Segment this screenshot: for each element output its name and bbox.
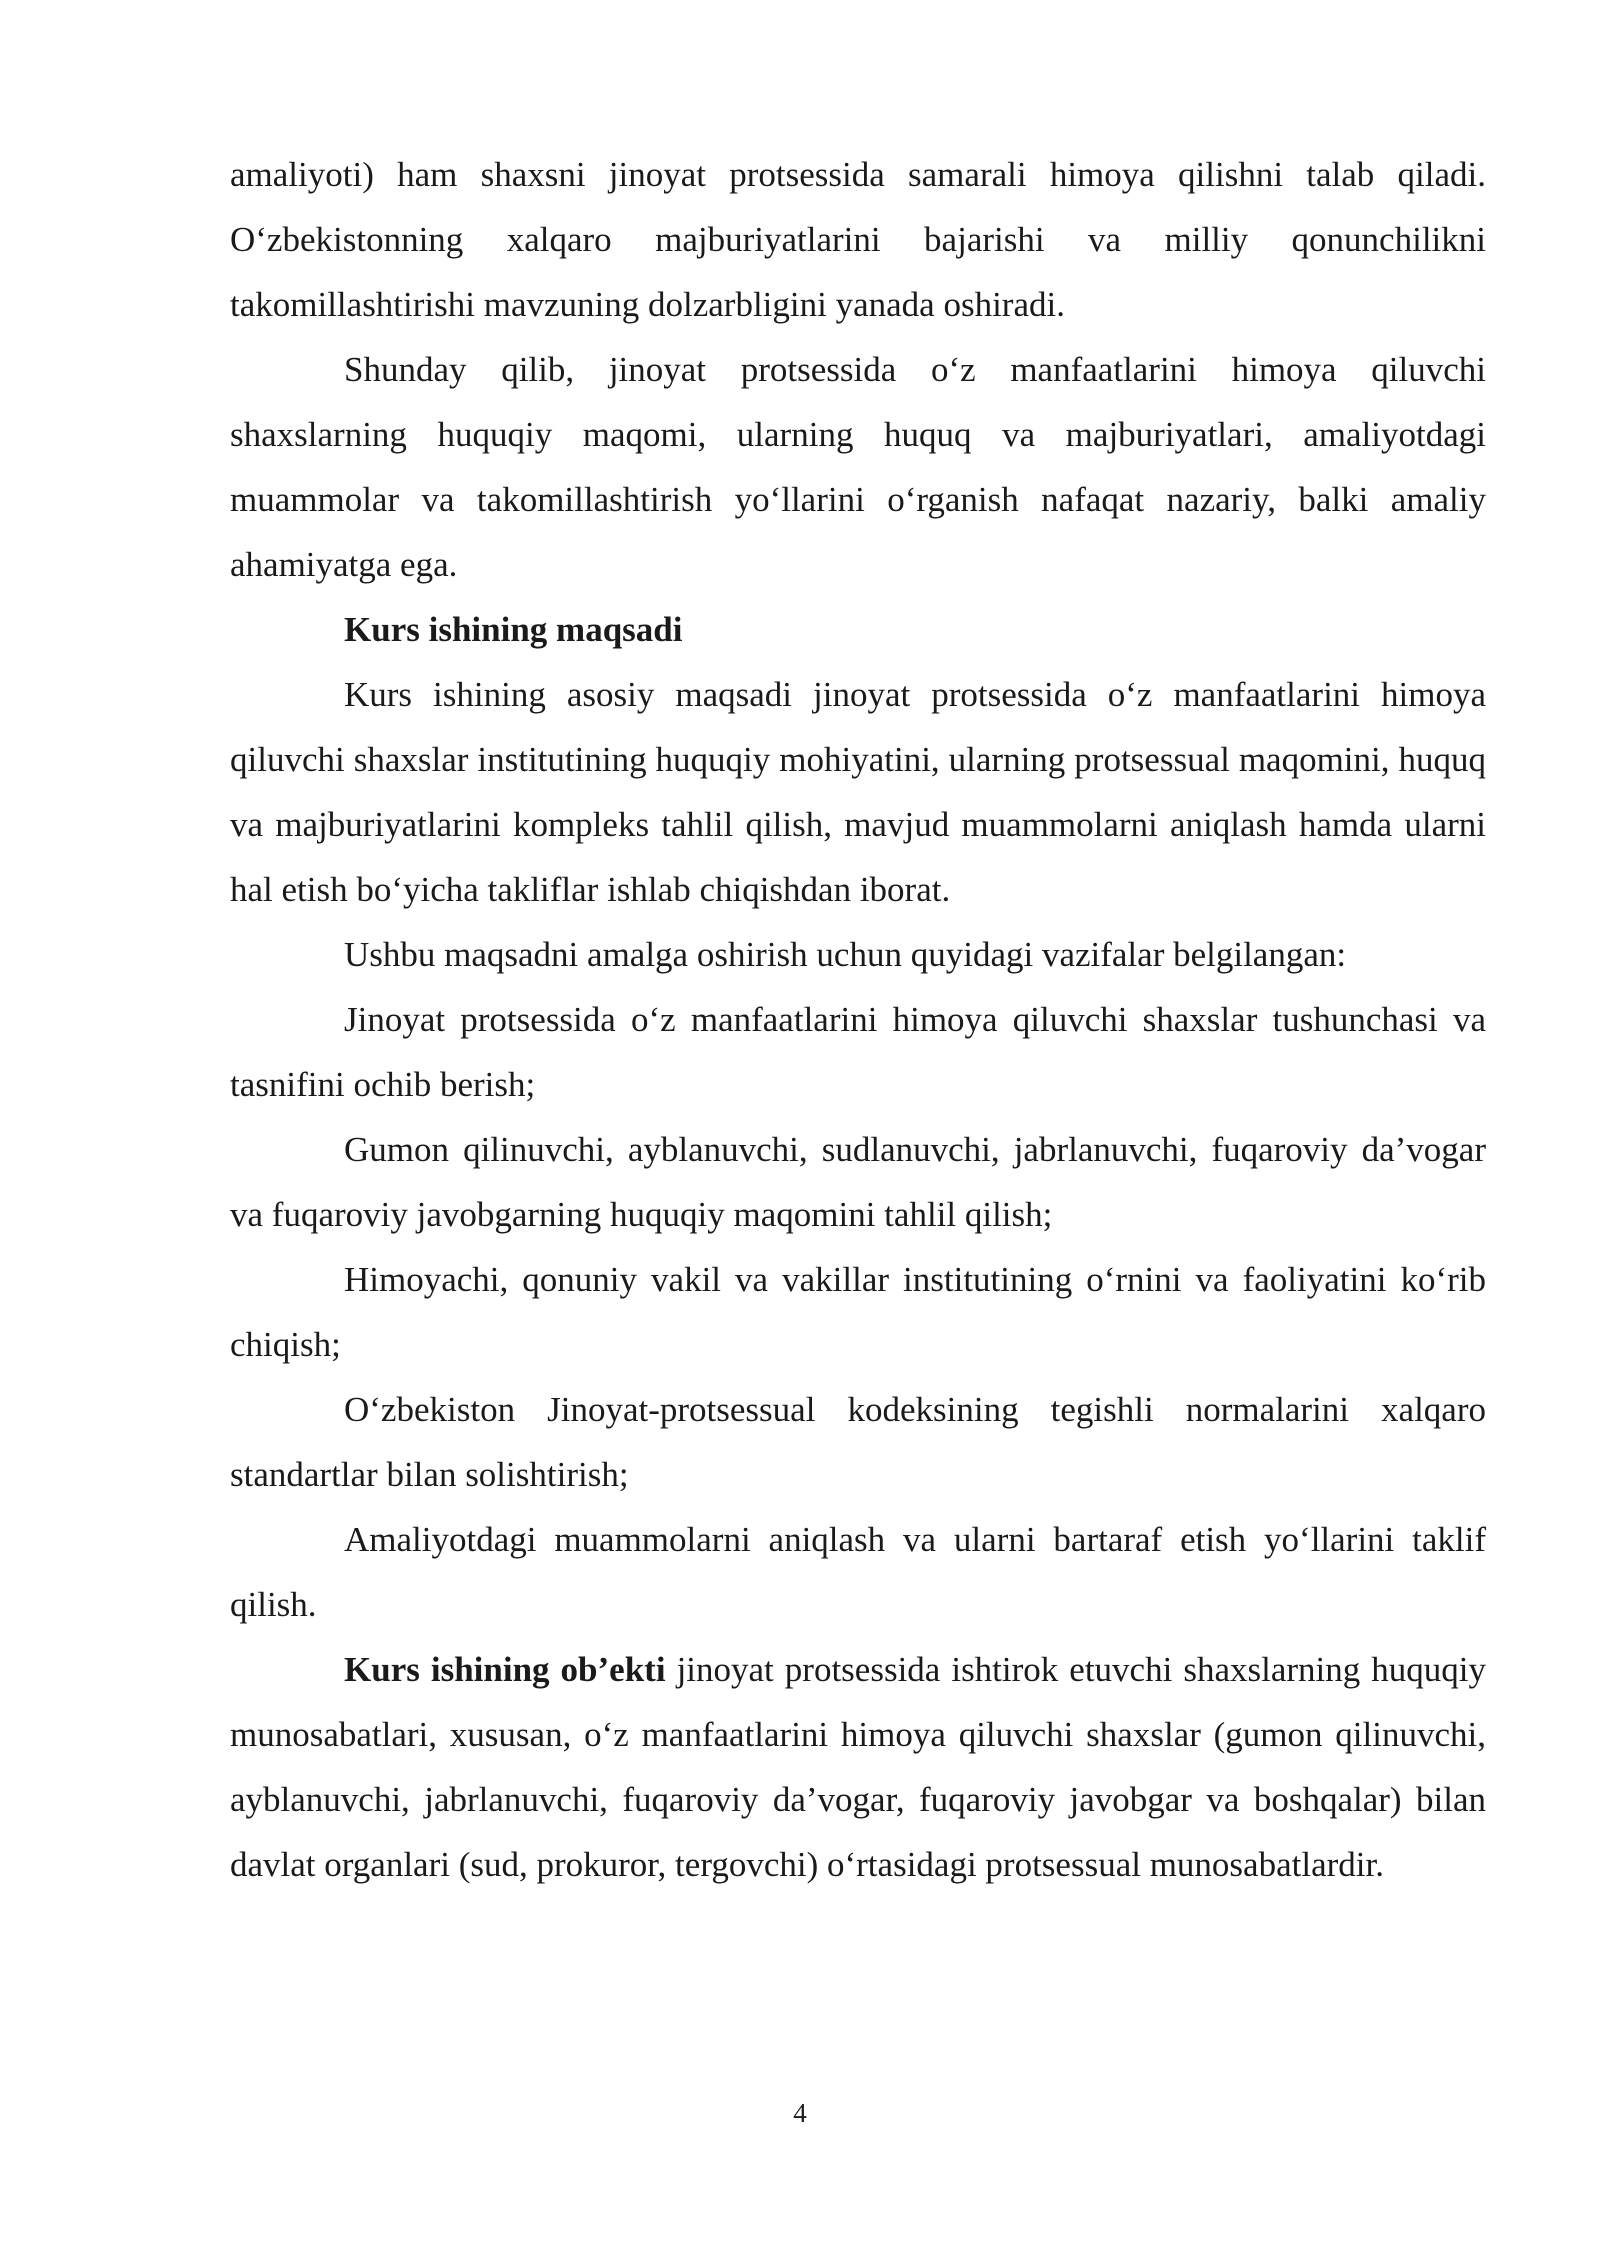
- paragraph-course-object: [230, 1637, 1486, 1897]
- paragraph-tasks-intro: Ushbu maqsadni amalga oshirish uchun quyidagi vazifalar belgilangan:: [344, 935, 1347, 974]
- course-object-label: Kurs ishining ob’ekti: [344, 1650, 666, 1689]
- task-item-3: Himoyachi, qonuniy vakil va vakillar institutining oʻrnini va faoliyatini koʻrib chiqish;: [230, 1260, 1486, 1364]
- task-item-4: Oʻzbekiston Jinoyat-protsessual kodeksining tegishli normalarini xalqaro standartlar bilan solishtirish;: [230, 1390, 1486, 1494]
- page-body: [230, 142, 1486, 1897]
- paragraph-conclusion: Shunday qilib, jinoyat protsessida oʻz manfaatlarini himoya qiluvchi shaxslarning huquqiy maqomi, ularning huquq va majburiyatlari, amaliyotdagi muammolar va takomillashtirish yoʻllarini oʻrganish nafaqat nazariy, balki amaliy ahamiyatga ega.: [230, 350, 1486, 584]
- task-item-2: Gumon qilinuvchi, ayblanuvchi, sudlanuvchi, jabrlanuvchi, fuqaroviy da’vogar va fuqaroviy javobgarning huquqiy maqomini tahlil qilish;: [230, 1130, 1486, 1234]
- page-number: 4: [793, 2098, 807, 2128]
- heading-course-goal: Kurs ishining maqsadi: [344, 610, 683, 649]
- task-item-5: Amaliyotdagi muammolarni aniqlash va ularni bartaraf etish yoʻllarini taklif qilish.: [230, 1520, 1486, 1624]
- paragraph-relevance-continued: amaliyoti) ham shaxsni jinoyat protsessida samarali himoya qilishni talab qiladi. Oʻzbekistonning xalqaro majburiyatlarini bajarishi va milliy qonunchilikni takomillashtirishi mavzuning dolzarbligini yanada oshiradi.: [230, 155, 1486, 324]
- course-object-text: jinoyat protsessida ishtirok etuvchi shaxslarning huquqiy munosabatlari, xususan, oʻz manfaatlarini himoya qiluvchi shaxslar (gumon qilinuvchi, ayblanuvchi, jabrlanuvchi, fuqaroviy da’vogar, fuqaroviy javobgar va boshqalar) bilan davlat organlari (sud, prokuror, tergovchi) oʻrtasidagi protsessual munosabatlardir.: [230, 1650, 1486, 1884]
- task-item-1: Jinoyat protsessida oʻz manfaatlarini himoya qiluvchi shaxslar tushunchasi va tasnifini ochib berish;: [230, 1000, 1486, 1104]
- paragraph-main-goal: Kurs ishining asosiy maqsadi jinoyat protsessida oʻz manfaatlarini himoya qiluvchi shaxslar institutining huquqiy mohiyatini, ularning protsessual maqomini, huquq va majburiyatlarini kompleks tahlil qilish, mavjud muammolarni aniqlash hamda ularni hal etish boʻyicha takliflar ishlab chiqishdan iborat.: [230, 675, 1486, 909]
